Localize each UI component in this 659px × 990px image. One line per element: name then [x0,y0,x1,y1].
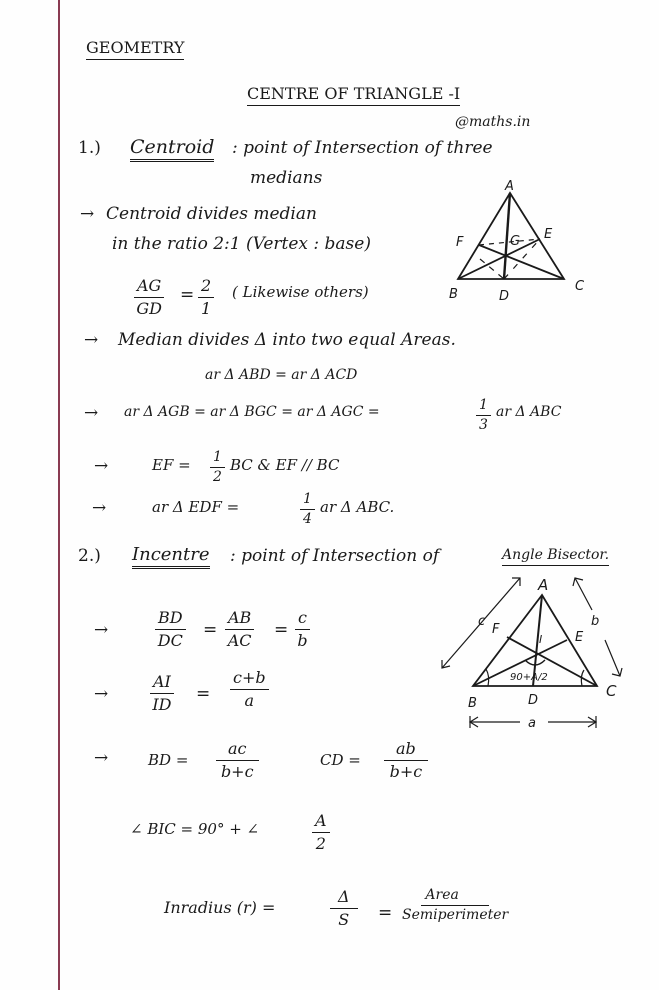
svg-text:b: b [591,614,600,629]
bullet-arrow: → [80,204,95,224]
incentre-definition-tail: Angle Bisector. [502,548,609,566]
equals-sign: = [203,620,218,640]
fraction-1-3: $\frac{1}{3}$ [476,398,491,434]
svg-text:E: E [544,227,553,242]
centroid-diagram-labels [449,179,585,304]
incentre-definition: : point of Intersection of [230,546,440,566]
area-thirds-tail: ar Δ ABC [496,404,562,420]
svg-text:C: C [575,279,585,294]
ef-text: EF = [152,456,191,474]
equals-sign: = [180,285,195,305]
equals-sign: = [378,903,393,923]
fraction-cb-a: $\frac{c+b}{a}$ [230,669,269,709]
section-number-1: 1.) [78,138,101,158]
svg-text:I: I [539,633,543,646]
fraction-1-4: $\frac{1}{4}$ [300,492,315,528]
inradius-label: Inradius (r) = [164,898,276,917]
fraction-delta-s: $\frac{\Delta}{S}$ [330,888,358,928]
fraction-a-2: $\frac{A}{2}$ [312,812,330,852]
centroid-definition-cont: medians [250,168,323,188]
bullet-arrow: → [84,403,99,423]
centroid-ratio-text-cont: in the ratio 2:1 (Vertex : base) [112,234,371,254]
fraction-1-2: $\frac{1}{2}$ [210,450,225,486]
svg-text:C: C [606,682,617,700]
page-title: CENTRE OF TRIANGLE -I [247,86,460,106]
bullet-arrow: → [94,684,109,704]
svg-text:a: a [528,716,536,731]
fraction-2-1: $\frac{2}{1}$ [198,277,214,317]
svg-text:B: B [449,287,458,302]
fraction-ai-id: $\frac{AI}{ID}$ [150,673,174,713]
svg-text:B: B [468,696,477,711]
watermark: @maths.in [455,114,531,130]
svg-text:E: E [575,630,584,645]
centroid-heading: Centroid [130,138,214,162]
centroid-definition: : point of Intersection of three [232,138,493,158]
fraction-ac-bc: $\frac{ac}{b+c}$ [216,740,259,780]
svg-text:F: F [492,622,500,637]
fraction-c-b: $\frac{c}{b}$ [295,609,310,649]
likewise-note: ( Likewise others) [232,283,369,301]
equals-sign: = [274,620,289,640]
svg-text:G: G [510,234,521,249]
centroid-ratio-text: Centroid divides median [106,204,317,224]
cd-label: CD = [320,751,361,769]
bullet-arrow: → [94,748,109,768]
svg-text:A: A [538,576,549,594]
svg-text:90+A/2: 90+A/2 [510,672,548,683]
fraction-ab-ac: $\frac{AB}{AC}$ [225,609,254,649]
svg-text:D: D [499,289,510,304]
median-area-text: Median divides Δ into two equal Areas. [118,330,456,350]
subject-heading: GEOMETRY [86,40,184,60]
ef-tail: BC & EF // BC [230,456,340,474]
fraction-ag-gd: $\frac{AG}{GD}$ [134,277,164,317]
fraction-bd-dc: $\frac{BD}{DC}$ [155,609,186,649]
bullet-arrow: → [94,620,109,640]
bullet-arrow: → [84,330,99,350]
section-number-2: 2.) [78,546,101,566]
area-equality: ar Δ ABD = ar Δ ACD [205,367,358,383]
edf-area-text: ar Δ EDF = [152,498,240,516]
area-thirds-text: ar Δ AGB = ar Δ BGC = ar Δ AGC = [124,404,380,420]
fraction-ab-bc: $\frac{ab}{b+c}$ [384,740,428,780]
angle-bic-formula: ∠ BIC = 90° + ∠ [130,820,260,838]
bullet-arrow: → [94,456,109,476]
edf-area-tail: ar Δ ABC. [320,498,395,516]
svg-text:c: c [478,614,486,629]
fraction-area-semiperimeter: Area Semiperimeter [402,887,509,924]
bullet-arrow: → [92,498,107,518]
svg-text:A: A [505,179,514,194]
equals-sign: = [196,684,211,704]
svg-text:D: D [528,693,539,708]
svg-text:F: F [456,235,464,250]
incentre-heading: Incentre [132,546,210,569]
bd-label: BD = [148,751,189,769]
